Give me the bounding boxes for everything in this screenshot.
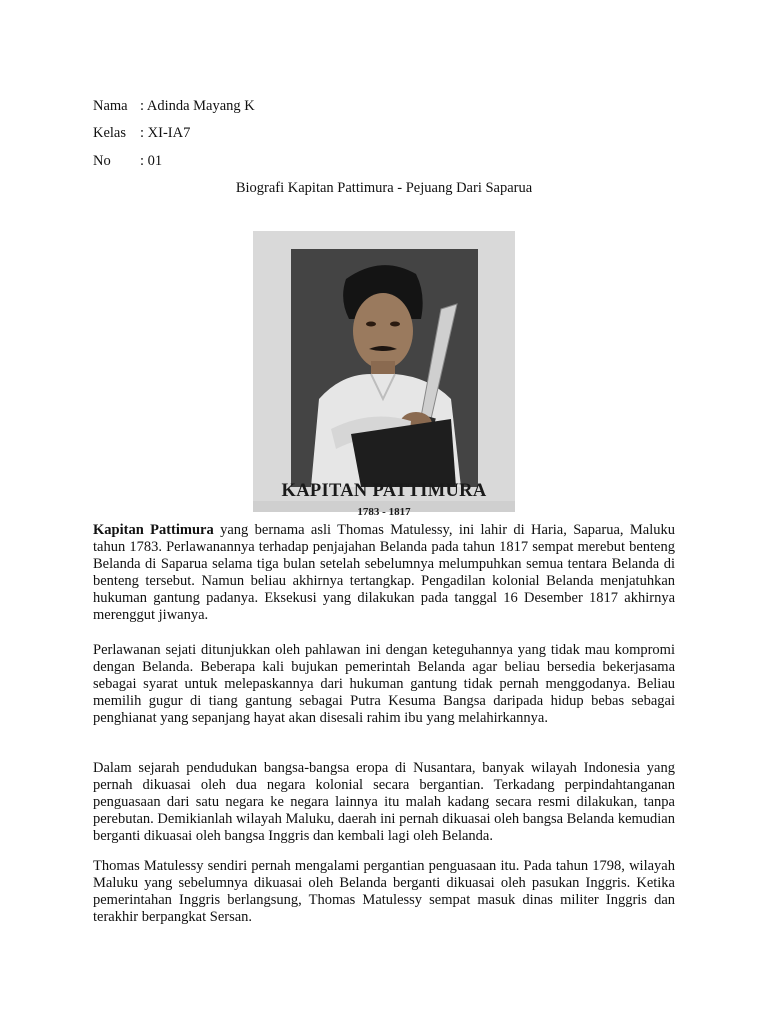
student-class-row [93, 125, 190, 142]
portrait-figure [253, 231, 515, 518]
student-name-row [93, 98, 255, 115]
name-value: : Adinda Mayang K [140, 98, 255, 114]
paragraph-2: Perlawanan sejati ditunjukkan oleh pahlawan ini dengan keteguhannya yang tidak mau kompromi dengan Belanda. Beberapa kali bujukan pemerintah Belanda agar beliau bersedia bekerjasama sebagai syarat untuk melepaskannya dari hukuman gantung tidak pernah menggodanya. Beliau memilih gugur di tiang gantung sebagai Putra Kesuma Bangsa daripada hidup bebas sebagai penghianat yang sepanjang hayat akan disesali rahim ibu yang melahirkannya. [93, 642, 675, 726]
document-title: Biografi Kapitan Pattimura - Pejuang Dari Saparua [235, 180, 533, 196]
paragraph-3: Dalam sejarah pendudukan bangsa-bangsa eropa di Nusantara, banyak wilayah Indonesia yang pernah dikuasai oleh dua negara kolonial secara bergantian. Terkadang perpindahtanganan penguasaan dari satu negara ke negara lainnya itu malah kadang secara resmi dilakukan, tanpa perebutan. Demikianlah wilayah Maluku, daerah ini pernah dikuasai oleh bangsa Belanda kemudian berganti dikuasai oleh bangsa Inggris dan kembali lagi oleh Belanda. [93, 760, 675, 844]
student-number-row [93, 153, 162, 170]
class-label: Kelas [93, 125, 127, 141]
number-value: : 01 [140, 153, 163, 169]
paragraph-1 [93, 522, 675, 624]
paragraph-4: Thomas Matulessy sendiri pernah mengalami pergantian penguasaan itu. Pada tahun 1798, wilayah Maluku yang sebelumnya dikuasai oleh Belanda berganti dikuasai oleh pasukan Inggris. Ketika pemerintahan Inggris berlangsung, Thomas Matulessy sempat masuk dinas militer Inggris dan terakhir berpangkat Sersan. [93, 858, 675, 925]
number-label: No [93, 153, 111, 169]
portrait-caption-years: 1783 - 1817 [357, 506, 411, 518]
name-label: Nama [93, 98, 128, 114]
portrait-image [291, 249, 478, 487]
paragraph-1-text: yang bernama asli Thomas Matulessy, ini lahir di Haria, Saparua, Maluku tahun 1783. Perlawanannya terhadap penjajahan Belanda pada tahun 1817 sempat merebut benteng Belanda di Saparua selama tiga bulan setelah sebelumnya melumpuhkan semua tentara Belanda di benteng tersebut. Namun beliau akhirnya tertangkap. Pengadilan kolonial Belanda menjatuhkan hukuman gantung padanya. Eksekusi yang dilakukan pada tanggal 16 Desember 1817 akhirnya merenggut jiwanya. [93, 522, 675, 623]
class-value: : XI-IA7 [140, 125, 191, 141]
paragraph-1-lead: Kapitan Pattimura [93, 522, 214, 538]
portrait-caption-name: KAPITAN PATTIMURA [281, 481, 487, 501]
portrait-illustration [291, 249, 478, 487]
